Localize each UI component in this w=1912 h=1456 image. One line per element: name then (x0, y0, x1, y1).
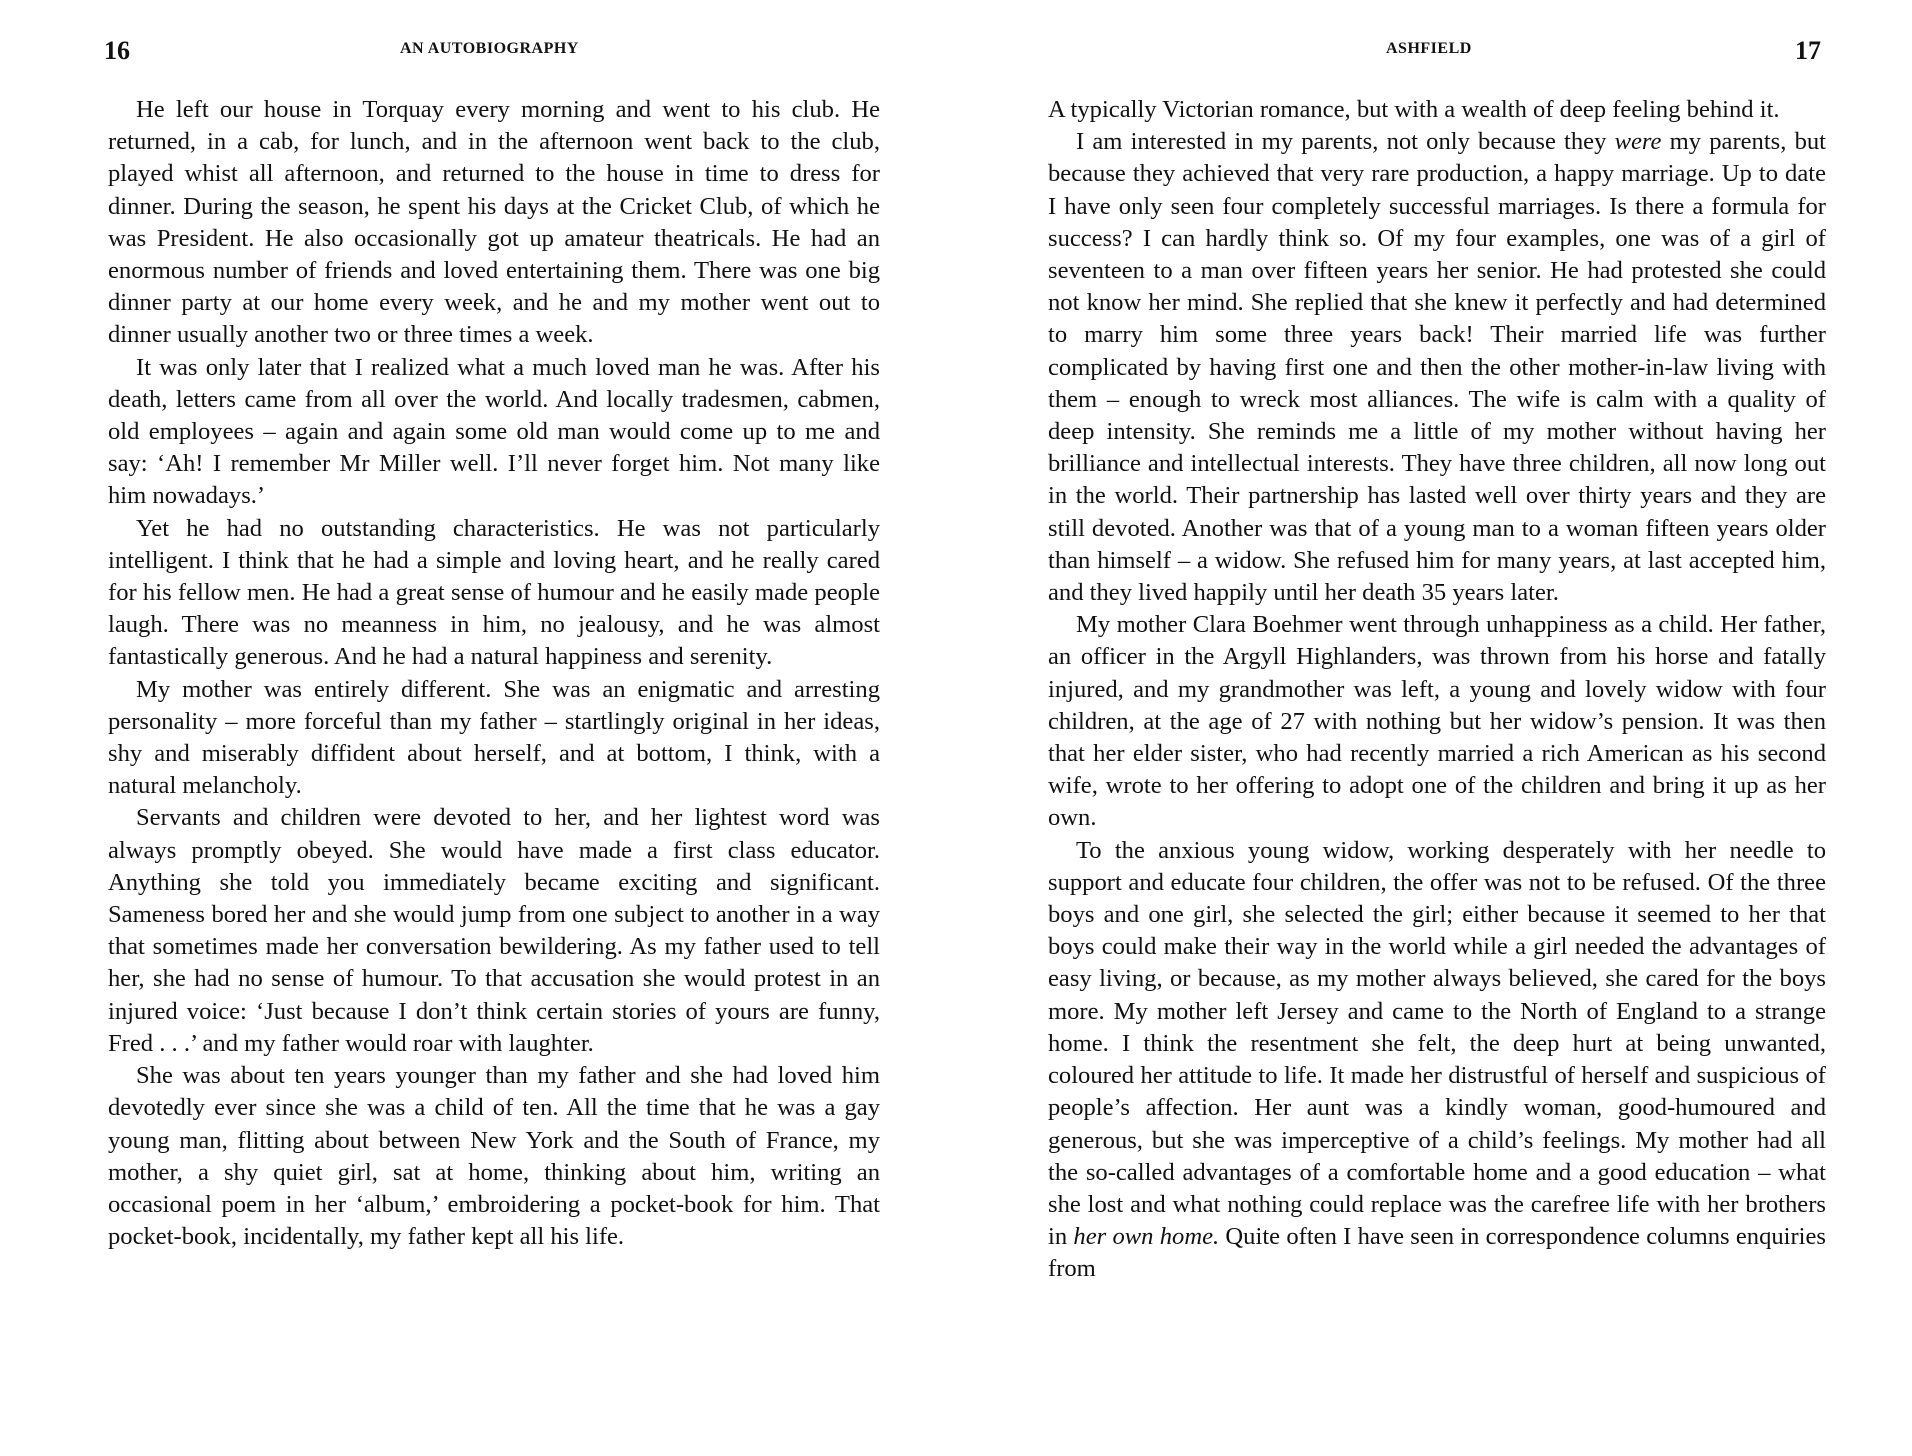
emphasis-text: her own home. (1073, 1223, 1220, 1251)
body-text (108, 94, 880, 1253)
paragraph: She was about ten years younger than my father and she had loved him devotedly ever since she was a child of ten. All the time that he was a gay young man, flitting about between New York and the South of France, my mother, a shy quiet girl, sat at home, thinking about him, writing an occasional poem in her ‘album,’ embroidering a pocket-book for him. That pocket-book, incidentally, my father kept all his life. (108, 1062, 880, 1251)
paragraph: Yet he had no outstanding characteristics. He was not particularly intelligent. I think that he had a simple and loving heart, and he really cared for his fellow men. He had a great sense of humour and he easily made people laugh. There was no meanness in him, no jealousy, and he was almost fantastically generous. And he had a natural happiness and serenity. (108, 514, 880, 671)
paragraph: He left our house in Torquay every morning and went to his club. He returned, in a cab, for lunch, and in the afternoon went back to the club, played whist all afternoon, and returned to the house in time to dress for dinner. During the season, he spent his days at the Cricket Club, of which he was President. He also occasionally got up amateur theatricals. He had an enormous number of friends and loved entertaining them. There was one big dinner party at our home every week, and he and my mother went out to dinner usually another two or three times a week. (108, 96, 880, 349)
body-text (1048, 94, 1826, 1286)
paragraph: A typically Victorian romance, but with a wealth of deep feeling behind it. (1048, 96, 1780, 123)
paragraph (1048, 835, 1826, 1286)
running-head: ASHFIELD (1386, 40, 1472, 57)
paragraph: Servants and children were devoted to her, and her lightest word was always promptly obeyed. She would have made a first class educator. Anything she told you immediately became exciting and significant. Sameness bored her and she would jump from one subject to another in a way that sometimes made her conversation bewildering. As my father used to tell her, she had no sense of humour. To that accusation she would protest in an injured voice: ‘Just because I don’t think certain stories of yours are funny, Fred . . .’ and my father would roar with laughter. (108, 804, 880, 1057)
emphasis-text: were (1614, 128, 1662, 156)
running-head: AN AUTOBIOGRAPHY (400, 40, 579, 57)
paragraph-text: I am interested in my parents, not only because they (1076, 128, 1615, 156)
paragraph-text: Quite often I have seen in correspondence columns enquiries from (1048, 1223, 1826, 1283)
paragraph (1048, 126, 1826, 609)
paragraph: My mother was entirely different. She was an enigmatic and arresting personality – more forceful than my father – startlingly original in her ideas, shy and miserably diffident about herself, and at bottom, I think, with a natural melancholy. (108, 675, 880, 800)
paragraph: It was only later that I realized what a much loved man he was. After his death, letters came from all over the world. And locally tradesmen, cabmen, old employees – again and again some old man would come up to me and say: ‘Ah! I remember Mr Miller well. I’ll never forget him. Not many like him nowadays.’ (108, 353, 880, 510)
paragraph-text: my parents, but because they achieved that very rare production, a happy marriage. Up to date I have only seen four completely successful marriages. Is there a formula for success? I can hardly think so. Of my four examples, one was of a girl of seventeen to a man over fifteen years her senior. He had protested she could not know her mind. She replied that she knew it perfectly and had determined to marry him some three years back! Their married life was further complicated by having first one and then the other mother-in-law living with them – enough to wreck most alliances. The wife is calm with a quality of deep intensity. She reminds me a little of my mother without having her brilliance and intellectual interests. They have three children, all now long out in the world. Their partnership has lasted well over thirty years and they are still devoted. Another was that of a young man to a woman fifteen years older than himself – a widow. She refused him for many years, at last accepted him, and they lived happily until her death 35 years later. (1048, 128, 1826, 607)
paragraph-text: To the anxious young widow, working desperately with her needle to support and educate four children, the offer was not to be refused. Of the three boys and one girl, she selected the girl; either because it seemed to her that boys could make their way in the world while a girl needed the advantages of easy living, or because, as my mother always believed, she cared for the boys more. My mother left Jersey and came to the North of England to a strange home. I think the resentment she felt, the deep hurt at being unwanted, coloured her attitude to life. It made her distrustful of herself and suspicious of people’s affection. Her aunt was a kindly woman, good-humoured and generous, but she was imperceptive of a child’s feelings. My mother had all the so-called advantages of a comfortable home and a good education – what she lost and what nothing could replace was the carefree life with her brothers in (1048, 836, 1826, 1251)
page-number: 16 (104, 36, 130, 65)
page-number: 17 (1795, 36, 1821, 65)
paragraph: My mother Clara Boehmer went through unhappiness as a child. Her father, an officer in the Argyll Highlanders, was thrown from his horse and fatally injured, and my grandmother was left, a young and lovely widow with four children, at the age of 27 with nothing but her widow’s pension. It was then that her elder sister, who had recently married a rich American as his second wife, wrote to her offering to adopt one of the children and bring it up as her own. (1048, 611, 1826, 832)
right-page (956, 0, 1912, 1456)
